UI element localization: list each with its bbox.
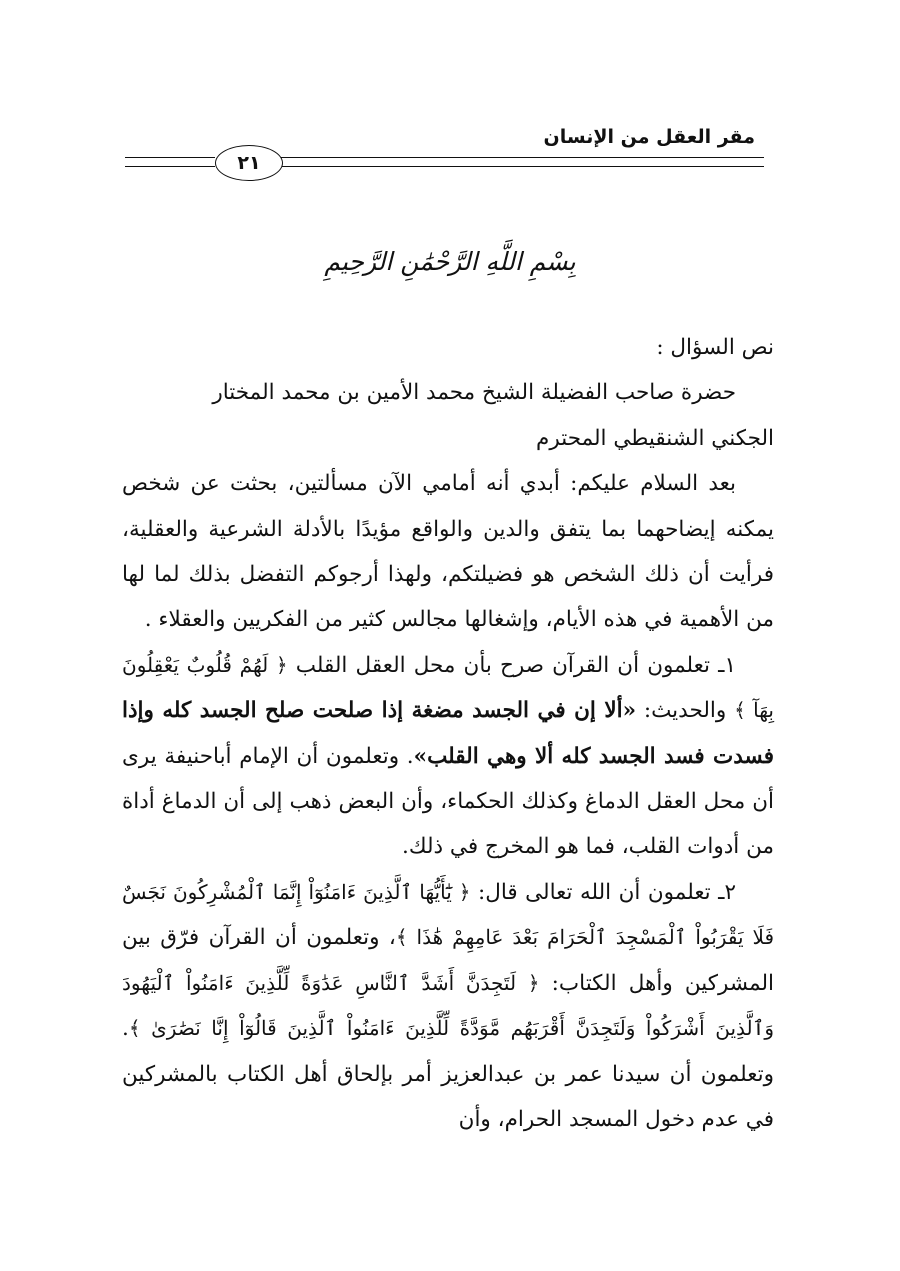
page-number-badge: [215, 145, 283, 181]
question-1-connector: والحديث:: [636, 698, 735, 724]
header-rule-right-top: [281, 157, 764, 158]
main-text: [122, 325, 774, 1142]
quran-verse-2: ﴿ يَٰٓأَيُّهَا ٱلَّذِينَ ءَامَنُوٓاْ إِنَّمَا ٱلْمُشْرِكُونَ نَجَسٌ فَلَا يَقْرَبُواْ ٱلْمَسْجِدَ ٱلْحَرَامَ بَعْدَ عَامِهِمْ هَٰذَا ﴾: [122, 879, 775, 950]
question-1-paragraph: [122, 643, 774, 870]
question-2-connector: ، وتعلمون أن القرآن فرّق بين المشركين وأهل الكتاب:: [122, 925, 774, 996]
addressee-line-1: حضرة صاحب الفضيلة الشيخ محمد الأمين بن محمد المختار: [212, 380, 736, 406]
hadith-quote: «ألا إن في الجسد مضغة إذا صلحت صلح الجسد كله وإذا فسدت فسد الجسد كله ألا وهي القلب»: [122, 698, 774, 769]
addressee-line-2: الجكني الشنقيطي المحترم: [536, 425, 774, 451]
question-1-prefix: ١ـ تعلمون أن القرآن صرح بأن محل العقل القلب: [295, 652, 736, 678]
basmala: بِسْمِ اللَّهِ الرَّحْمَٰنِ الرَّحِيمِ: [324, 247, 576, 276]
question-2-paragraph: [122, 870, 774, 1142]
quran-verse-1: ﴿ لَهُمْ قُلُوبٌ يَعْقِلُونَ بِهَآ ﴾: [122, 652, 774, 723]
question-2-prefix: ٢ـ تعلمون أن الله تعالى قال:: [470, 879, 737, 905]
quran-verse-3: ﴿ لَتَجِدَنَّ أَشَدَّ ٱلنَّاسِ عَدَٰوَةً لِّلَّذِينَ ءَامَنُواْ ٱلْيَهُودَ وَٱلَّذِينَ أَشْرَكُواْ وَلَتَجِدَنَّ أَقْرَبَهُم مَّوَدَّةً لِّلَّذِينَ ءَامَنُواْ ٱلَّذِينَ قَالُوٓاْ إِنَّا نَصَٰرَىٰ ﴾: [122, 970, 774, 1041]
question-heading: نص السؤال :: [656, 335, 774, 360]
header-rule-left-bottom: [125, 166, 215, 167]
running-header-title: مقر العقل من الإنسان: [543, 126, 755, 148]
question-1-suffix: . وتعلمون أن الإمام أباحنيفة يرى أن محل العقل الدماغ وكذلك الحكماء، وأن البعض ذهب إلى أن الدماغ أداة من أدوات القلب، فما هو المخرج في ذلك.: [122, 743, 774, 860]
header-rule-right-bottom: [281, 166, 764, 167]
question-2-suffix: . وتعلمون أن سيدنا عمر بن عبدالعزيز أمر بإلحاق أهل الكتاب بالمشركين في عدم دخول المسجد الحرام، وأن: [122, 1016, 774, 1132]
intro-paragraph: بعد السلام عليكم: أبدي أنه أمامي الآن مسألتين، بحثت عن شخص يمكنه إيضاحهما بما يتفق والدين والواقع مؤيدًا بالأدلة الشرعية والعقلية، فرأيت أن ذلك الشخص هو فضيلتكم، ولهذا أرجوكم التفضل بذلك لما لها من الأهمية في هذه الأيام، وإشغالها مجالس كثير من الفكريين والعقلاء .: [122, 471, 774, 633]
page-number: ٢١: [237, 152, 261, 174]
header-rule-left-top: [125, 157, 215, 158]
